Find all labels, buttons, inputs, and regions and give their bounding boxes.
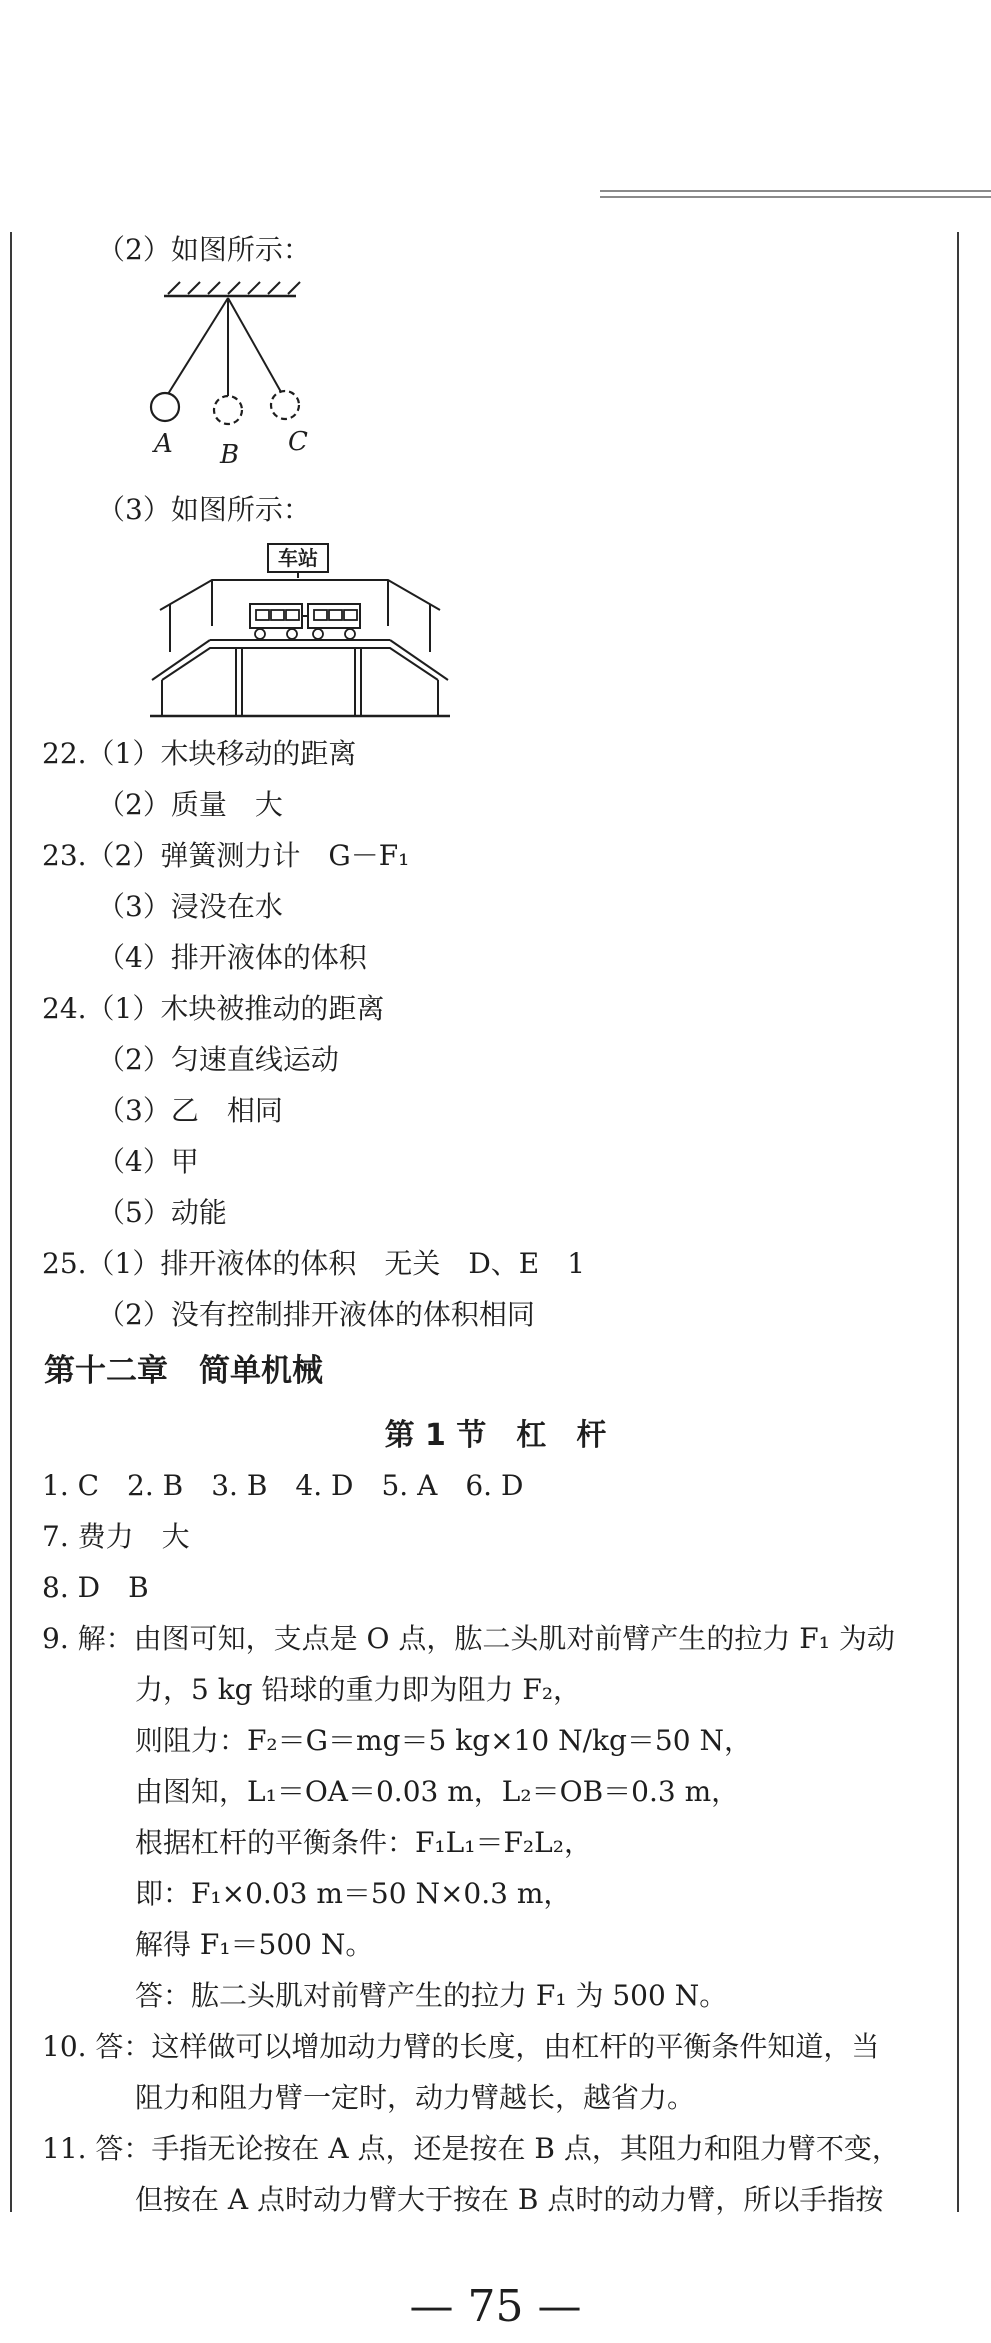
chapter-title: 第十二章 简单机械 — [44, 1353, 323, 1389]
answer-21-2: （2）如图所示： — [97, 233, 311, 266]
answer-24-3: （3）乙 相同 — [97, 1094, 283, 1127]
answer-10-line-2: 阻力和阻力臂一定时，动力臂越长，越省力。 — [135, 2081, 696, 2114]
answer-9-line-3: 则阻力：F₂＝G＝mg＝5 kg×10 N/kg＝50 N， — [135, 1724, 752, 1757]
answer-7: 7. 费力 大 — [42, 1520, 190, 1553]
answer-24-5: （5）动能 — [97, 1196, 227, 1229]
answer-11-line-2: 但按在 A 点时动力臂大于按在 B 点时的动力臂，所以手指按 — [135, 2183, 884, 2216]
answer-10-line-1: 10. 答：这样做可以增加动力臂的长度，由杠杆的平衡条件知道，当 — [42, 2030, 880, 2063]
answer-9-line-1: 9. 解：由图可知，支点是 O 点，肱二头肌对前臂产生的拉力 F₁ 为动 — [42, 1622, 895, 1655]
answer-24-2: （2）匀速直线运动 — [97, 1043, 339, 1076]
answer-21-3: （3）如图所示： — [97, 493, 311, 526]
answer-8: 8. D B — [42, 1571, 149, 1604]
ball-b — [214, 396, 242, 424]
left-margin-line — [10, 232, 12, 2212]
header-rule — [600, 196, 991, 198]
answer-23-2: 23.（2）弹簧测力计 G－F₁ — [42, 839, 410, 872]
answer-9-line-2: 力，5 kg 铅球的重力即为阻力 F₂， — [135, 1673, 582, 1706]
answer-9-line-7: 解得 F₁＝500 N。 — [135, 1928, 374, 1961]
answer-23-3: （3）浸没在水 — [97, 890, 283, 923]
station-figure — [150, 540, 450, 720]
label-a: A — [154, 429, 173, 459]
station-sign: 车站 — [278, 546, 318, 570]
answer-25-2: （2）没有控制排开液体的体积相同 — [97, 1298, 535, 1331]
answer-11-line-1: 11. 答：手指无论按在 A 点，还是按在 B 点，其阻力和阻力臂不变， — [42, 2132, 900, 2165]
pendulum-figure — [150, 280, 310, 470]
answer-9-line-6: 即：F₁×0.03 m＝50 N×0.3 m， — [135, 1877, 572, 1910]
answer-22-1: 22.（1）木块移动的距离 — [42, 737, 357, 770]
answer-24-1: 24.（1）木块被推动的距离 — [42, 992, 385, 1025]
answer-25-1: 25.（1）排开液体的体积 无关 D、E 1 — [42, 1247, 586, 1280]
section-title: 第 1 节 杠 杆 — [384, 1418, 607, 1453]
right-margin-line — [957, 232, 959, 2212]
page-number: — 75 — — [409, 2281, 582, 2332]
answers-1-6: 1. C 2. B 3. B 4. D 5. A 6. D — [42, 1469, 524, 1502]
answer-9-line-8: 答：肱二头肌对前臂产生的拉力 F₁ 为 500 N。 — [135, 1979, 728, 2012]
ball-a — [151, 393, 179, 421]
answer-22-2: （2）质量 大 — [97, 788, 283, 821]
answer-23-4: （4）排开液体的体积 — [97, 941, 367, 974]
answer-9-line-5: 根据杠杆的平衡条件：F₁L₁＝F₂L₂， — [135, 1826, 592, 1859]
label-b: B — [220, 440, 240, 470]
answer-24-4: （4）甲 — [97, 1145, 199, 1178]
answer-9-line-4: 由图知，L₁＝OA＝0.03 m，L₂＝OB＝0.3 m， — [135, 1775, 740, 1808]
ball-c — [271, 391, 299, 419]
header-rule — [600, 190, 991, 192]
label-c: C — [288, 427, 308, 457]
